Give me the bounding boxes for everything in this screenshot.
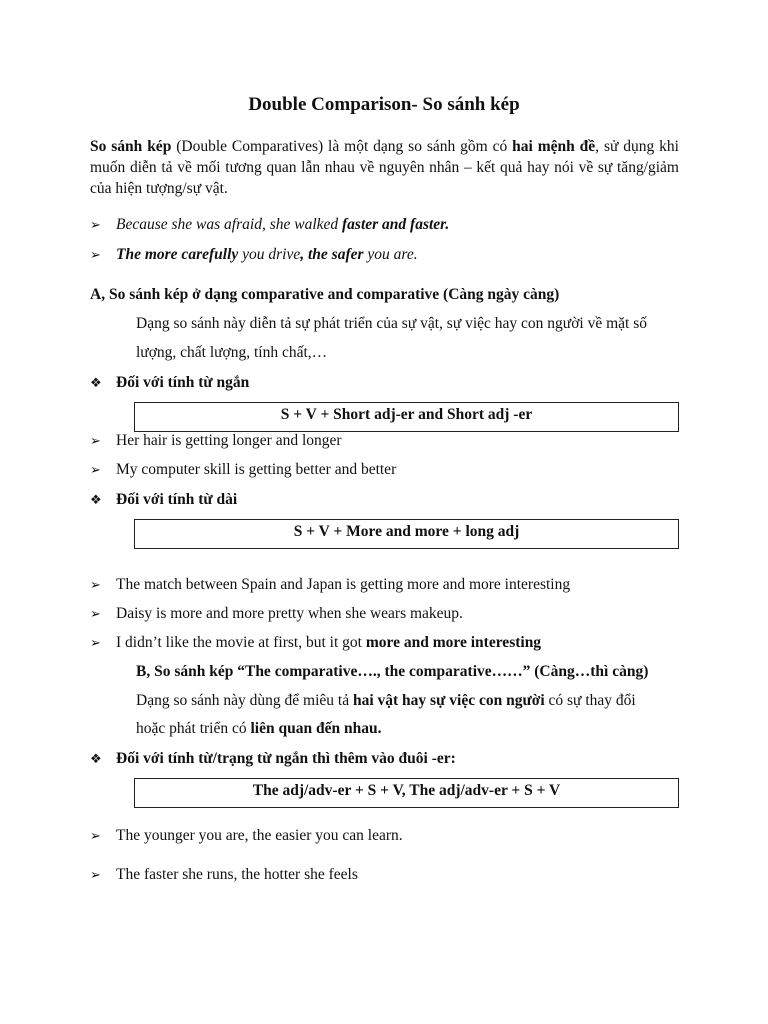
arrow-bullet-icon: ➢: [90, 868, 101, 883]
arrow-bullet-icon: ➢: [90, 248, 101, 263]
list-item: [90, 866, 358, 884]
list-item-text: Daisy is more and more pretty when she wears makeup.: [116, 605, 463, 622]
list-item-text: [116, 634, 541, 652]
example-plain: you drive: [238, 246, 301, 263]
list-item-text: The younger you are, the easier you can learn.: [116, 827, 403, 844]
example-bold: The more carefully: [116, 246, 239, 263]
list-item-text: My computer skill is getting better and better: [116, 461, 397, 478]
list-item: [90, 576, 570, 594]
list-item: [90, 432, 342, 450]
diamond-bullet-icon: ❖: [90, 376, 102, 391]
long-adj-label: [90, 491, 237, 509]
section-b-desc1-tail: có sự thay đổi: [544, 692, 636, 709]
intro-clauses: hai mệnh đề: [512, 138, 596, 155]
list-item-text: Her hair is getting longer and longer: [116, 432, 342, 449]
section-a-desc-line1: Dạng so sánh này diễn tả sự phát triển của sự vật, sự việc hay con người về mặt số: [136, 315, 647, 332]
example-text: [116, 216, 449, 234]
section-b-formula: The adj/adv-er + S + V, The adj/adv-er + S + V: [134, 778, 679, 808]
intro-paragraph: [90, 136, 679, 199]
diamond-bullet-icon: ❖: [90, 493, 102, 508]
arrow-bullet-icon: ➢: [90, 636, 101, 651]
arrow-bullet-icon: ➢: [90, 607, 101, 622]
example-plain: you are.: [363, 246, 418, 263]
section-a-desc-line2: lượng, chất lượng, tính chất,…: [136, 344, 328, 361]
section-b-desc1-bold: hai vật hay sự việc con người: [352, 692, 545, 709]
list-item: [90, 461, 396, 479]
intro-part1: (Double Comparatives) là một dạng so sánh gồm có: [171, 138, 513, 155]
section-b-rule-label: [90, 750, 456, 768]
long-adj-formula: S + V + More and more + long adj: [134, 519, 679, 549]
list-item: [90, 634, 541, 652]
example-bold: faster and faster.: [342, 216, 450, 233]
section-b-desc-line2: [136, 720, 381, 738]
example-bold: , the safer: [300, 246, 364, 263]
list-item: [90, 605, 463, 623]
arrow-bullet-icon: ➢: [90, 434, 101, 449]
page-title: Double Comparison- So sánh kép: [248, 94, 520, 115]
section-b-desc2-plain: hoặc phát triển có: [136, 720, 251, 737]
example-item: [90, 246, 418, 264]
long-adj-label-text: Đối với tính từ dài: [116, 491, 238, 508]
section-b-heading: B, So sánh kép “The comparative…., the comparative……” (Càng…thì càng): [136, 663, 649, 680]
list-item-text: The faster she runs, the hotter she feels: [116, 866, 358, 883]
section-a-heading: A, So sánh kép ở dạng comparative and comparative (Càng ngày càng): [90, 286, 560, 303]
example-item: [90, 216, 449, 234]
example-text: [116, 246, 418, 264]
diamond-bullet-icon: ❖: [90, 752, 102, 767]
list-item-text: The match between Spain and Japan is getting more and more interesting: [116, 576, 571, 593]
short-adj-label: [90, 374, 249, 392]
section-b-rule-label-text: Đối với tính từ/trạng từ ngắn thì thêm vào đuôi -er:: [116, 750, 456, 767]
arrow-bullet-icon: ➢: [90, 578, 101, 593]
list-item-plain: I didn’t like the movie at first, but it got: [116, 634, 366, 651]
section-b-desc-line1: [136, 692, 636, 710]
intro-term: So sánh kép: [90, 138, 172, 155]
intro-part2: , sử dụng khi muốn diễn tả về mối tương quan lẫn nhau về nguyên nhân – kết quả hay nói về sự tăng/giảm của hiện tượng/sự vật.: [90, 138, 679, 197]
short-adj-label-text: Đối với tính từ ngắn: [116, 374, 250, 391]
list-item-bold: more and more interesting: [365, 634, 542, 651]
arrow-bullet-icon: ➢: [90, 463, 101, 478]
section-b-desc1-plain: Dạng so sánh này dùng để miêu tả: [136, 692, 353, 709]
arrow-bullet-icon: ➢: [90, 829, 101, 844]
section-b-desc2-bold: liên quan đến nhau.: [250, 720, 382, 737]
example-plain: Because she was afraid, she walked: [116, 216, 343, 233]
arrow-bullet-icon: ➢: [90, 218, 101, 233]
list-item: [90, 827, 403, 845]
short-adj-formula: S + V + Short adj-er and Short adj -er: [134, 402, 679, 432]
